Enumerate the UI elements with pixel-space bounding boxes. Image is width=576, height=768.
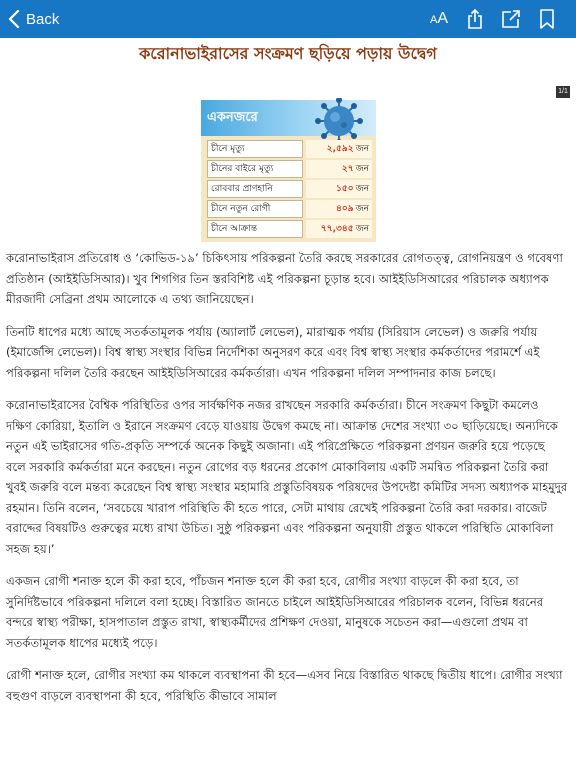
- page-indicator[interactable]: 1/1: [556, 86, 570, 98]
- infobox-row: [207, 200, 372, 218]
- infobox-row-value: [306, 220, 372, 238]
- bookmark-button[interactable]: [530, 0, 564, 38]
- chevron-left-icon: [8, 10, 20, 28]
- infobox-title: একনজরে: [207, 110, 258, 125]
- font-big-glyph: A: [437, 10, 448, 27]
- back-button[interactable]: [0, 0, 59, 38]
- infobox-row: [207, 160, 372, 178]
- infobox-value-number: ২৭: [341, 164, 354, 174]
- infobox-row-value: [306, 160, 372, 178]
- font-size-icon: [430, 11, 448, 27]
- article-paragraph: রোগী শনাক্ত হলে, রোগীর সংখ্যা কম থাকলে ব্যবস্থাপনা কী হবে—এসব নিয়ে বিস্তারিত থাকছে দ্বিতীয় ধাপে। রোগীর সংখ্যা বহুগুণ বাড়লে ব্যবস্থাপনা কী হবে, পরিস্থিতি কীভাবে সামাল: [6, 668, 563, 703]
- at-a-glance-infobox: [201, 100, 376, 242]
- bookmark-icon: [540, 9, 554, 29]
- open-external-button[interactable]: [494, 0, 528, 38]
- infobox-value-number: ১৫০: [336, 184, 354, 194]
- open-external-icon: [502, 10, 520, 28]
- article-paragraph: তিনটি ধাপের মধ্যে আছে সতর্কতামূলক পর্যায় (অ্যালার্ট লেভেল), মারাত্মক পর্যায় (সিরিয়াস লেভেল) ও জরুরি পর্যায় (ইমার্জেন্সি লেভেল)। বিশ্ব স্বাস্থ্য সংস্থার বিভিন্ন নির্দেশিকা অনুসরণ করে এবং বিশ্ব স্বাস্থ্য সংস্থার কর্মকর্তাদের পরামর্শে এই পরিকল্পনা দলিল তৈরি করছেন আইইডিসিআরের কর্মকর্তারা। এখন পরিকল্পনা দলিল সম্পাদনার কাজ চলছে।: [6, 324, 540, 380]
- article-paragraph: করোনাভাইরাসের বৈশ্বিক পরিস্থিতির ওপর সার্বক্ষণিক নজর রাখছেন সরকারি কর্মকর্তারা। চীনে সংক্রমণ কিছুটা কমলেও দক্ষিণ কোরিয়া, ইতালি ও ইরানে সংক্রমণ বেড়ে যাওয়ায় উদ্বেগ কমছে না। আক্রান্ত দেশের সংখ্যা ৩০ ছাড়িয়েছে। অন্যদিকে নতুন এই ভাইরাসের গতি-প্রকৃতি সম্পর্কে অনেক কিছুই অজানা। এই পরিপ্রেক্ষিতে পরিকল্পনা প্রণয়ন জরুরি হয়ে পড়েছে বলে সরকারি কর্মকর্তারা মনে করছেন। নতুন রোগের বড় ধরনের প্রকোপ মোকাবিলায় একটি সমন্বিত পরিকল্পনা তৈরি করা খুবই জরুরি বলে মন্তব্য করেছেন বিশ্ব স্বাস্থ্য সংস্থার মহামারি প্রস্তুতিবিষয়ক পরিষদের উপদেষ্টা কমিটির সদস্য অধ্যাপক মাহমুদুর রহমান। তিনি বলেন, ‘সবচেয়ে খারাপ পরিস্থিতি কী হতে পারে, সেটা মাথায় রেখেই পরিকল্পনা তৈরি করা দরকার। বাজেট বরাদ্দের বিষয়টিও গুরুত্বের মধ্যে রাখা উচিত। সুষ্ঠু পরিকল্পনা এবং পরিকল্পনা অনুযায়ী প্রস্তুত থাকলে পরিস্থিতি মোকাবিলা সহজ হয়।’: [6, 398, 568, 556]
- virus-icon: [304, 98, 374, 144]
- font-small-glyph: A: [429, 14, 438, 26]
- share-button[interactable]: [458, 0, 492, 38]
- infobox-row-label: চীনে নতুন রোগী: [207, 200, 303, 218]
- article-paragraph: করোনাভাইরাস প্রতিরোধ ও ‘কোভিড-১৯’ চিকিৎসায় পরিকল্পনা তৈরি করছে সরকারের রোগতত্ত্ব, রোগনিয়ন্ত্রণ ও গবেষণা প্রতিষ্ঠান (আইইডিসিআর)। খুব শিগগির তিন স্তরবিশিষ্ট এই পরিকল্পনা চূড়ান্ত হবে। আইইডিসিআরের পরিচালক অধ্যাপক মীরজাদী সেব্রিনা প্রথম আলোকে এ তথ্য জানিয়েছেন।: [6, 251, 563, 306]
- infobox-value-unit: জন: [355, 224, 369, 234]
- infobox-value-number: ৪০৯: [336, 204, 354, 214]
- font-size-button[interactable]: [422, 0, 456, 38]
- article-paragraph: একজন রোগী শনাক্ত হলে কী করা হবে, পাঁচজন শনাক্ত হলে কী করা হবে, রোগীর সংখ্যা বাড়লে কী করা হবে, তা সুনির্দিষ্টভাবে পরিকল্পনা দলিলে বলা হচ্ছে। বিস্তারিত জানতে চাইলে আইইডিসিআরের পরিচালক বলেন, বিভিন্ন ধরনের বন্দরে স্বাস্থ্য পরীক্ষা, হাসপাতাল প্রস্তুত রাখা, স্বাস্থ্যকর্মীদের প্রশিক্ষণ দেওয়া, মানুষকে সচেতন করা—এগুলো প্রথম বা সতর্কতামূলক ধাপের মধ্যেই পড়ে।: [6, 574, 544, 650]
- top-toolbar: [0, 0, 576, 38]
- infobox-header: [201, 100, 376, 136]
- article-headline: করোনাভাইরাসের সংক্রমণ ছড়িয়ে পড়ায় উদ্বেগ: [139, 44, 437, 63]
- infobox-value-number: ২,৫৯২: [326, 144, 354, 154]
- infobox-row-value: [306, 200, 372, 218]
- infobox-row: [207, 180, 372, 198]
- article-body: [6, 248, 568, 718]
- infobox-row-label: চীনে মৃত্যু: [207, 140, 303, 158]
- infobox-value-unit: জন: [355, 204, 369, 214]
- infobox-row: [207, 220, 372, 238]
- share-icon: [467, 9, 483, 29]
- toolbar-actions: [420, 0, 564, 38]
- infobox-row-label: চীনে আক্রান্ত: [207, 220, 303, 238]
- back-label: Back: [26, 10, 60, 28]
- infobox-row-value: [306, 180, 372, 198]
- infobox-row-value: [306, 140, 372, 158]
- infobox-row-label: রোববার প্রাণহানি: [207, 180, 303, 198]
- infobox-value-unit: জন: [355, 144, 369, 154]
- infobox-row-label: চীনের বাইরে মৃত্যু: [207, 160, 303, 178]
- infobox-value-unit: জন: [355, 164, 369, 174]
- infobox-value-number: ৭৭,৩৪৫: [320, 224, 354, 234]
- infobox-row: [207, 140, 372, 158]
- infobox-value-unit: জন: [355, 184, 369, 194]
